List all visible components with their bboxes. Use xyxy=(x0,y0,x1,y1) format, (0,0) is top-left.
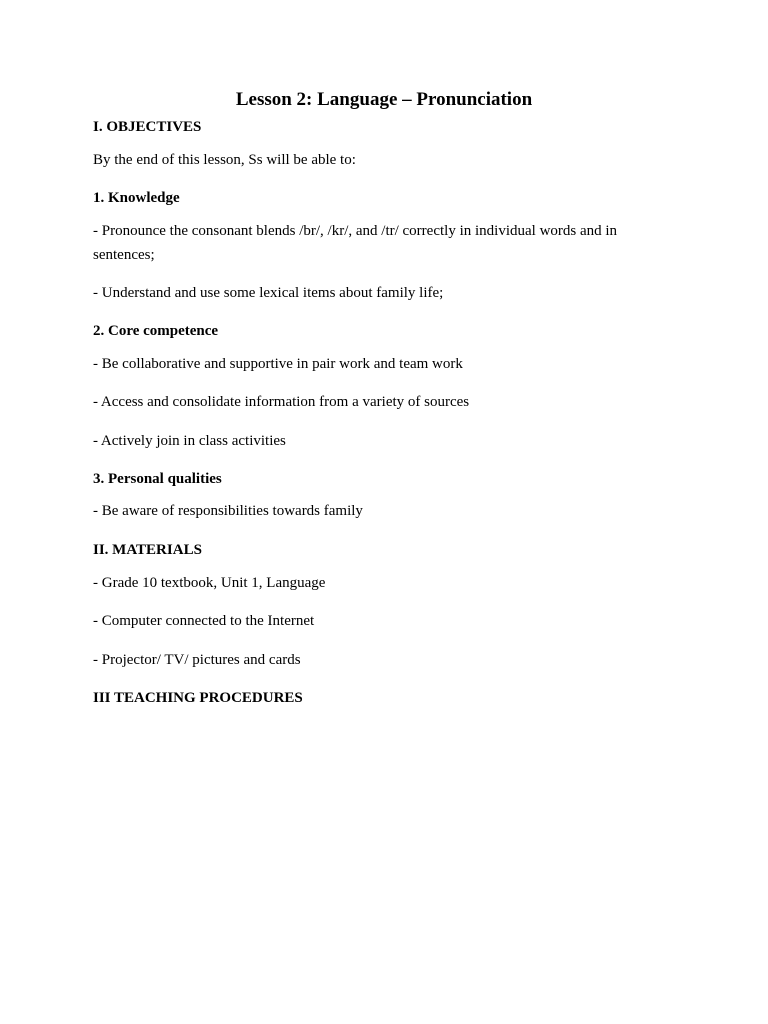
intro-text: By the end of this lesson, Ss will be able to: xyxy=(93,152,356,168)
personal-qualities-item: - Be aware of responsibilities towards family xyxy=(93,503,363,519)
materials-heading: II. MATERIALS xyxy=(93,542,202,558)
core-competence-item: - Be collaborative and supportive in pair work and team work xyxy=(93,356,463,372)
core-competence-heading: 2. Core competence xyxy=(93,323,219,339)
core-competence-item: - Actively join in class activities xyxy=(93,433,286,449)
knowledge-item: - Pronounce the consonant blends /br/, /kr/, and /tr/ correctly in individual words and in xyxy=(93,223,618,239)
document-title: Lesson 2: Language – Pronunciation xyxy=(235,89,533,110)
objectives-heading: I. OBJECTIVES xyxy=(93,119,202,135)
knowledge-heading: 1. Knowledge xyxy=(93,190,180,206)
materials-item: - Computer connected to the Internet xyxy=(93,613,315,629)
procedures-heading: III TEACHING PROCEDURES xyxy=(93,690,303,706)
materials-item: - Projector/ TV/ pictures and cards xyxy=(93,652,301,668)
knowledge-item-continuation: sentences; xyxy=(93,247,155,263)
knowledge-item: - Understand and use some lexical items about family life; xyxy=(93,285,444,301)
materials-item: - Grade 10 textbook, Unit 1, Language xyxy=(93,575,326,591)
personal-qualities-heading: 3. Personal qualities xyxy=(93,471,222,487)
core-competence-item: - Access and consolidate information from a variety of sources xyxy=(93,394,470,410)
